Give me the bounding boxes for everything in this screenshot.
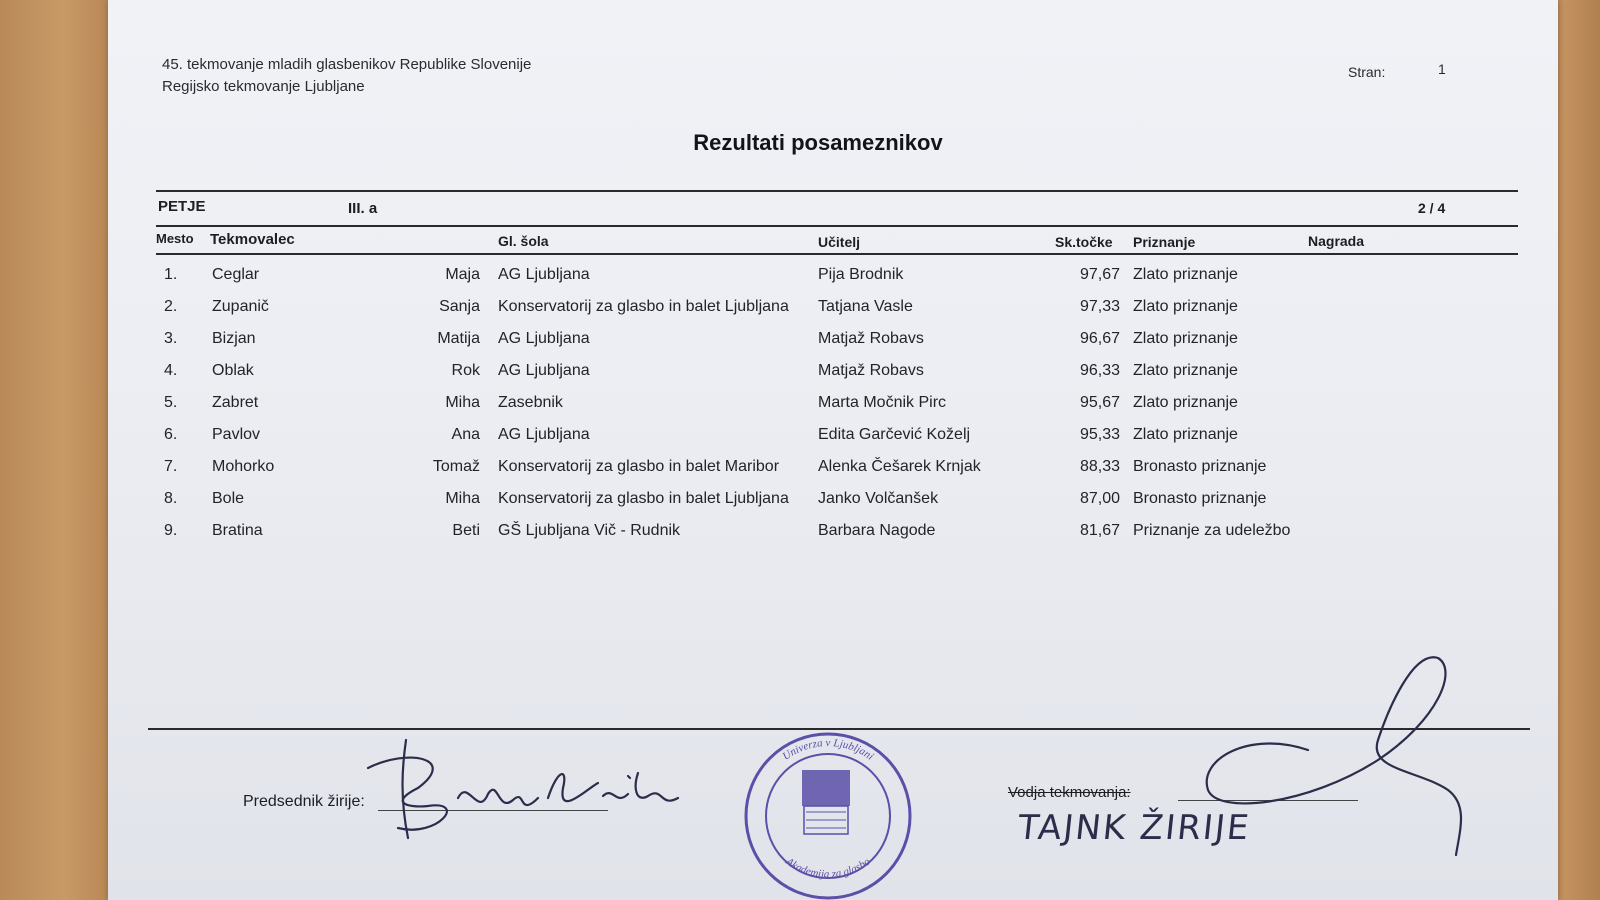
- table-row: [108, 266, 1558, 298]
- row-teacher: Alenka Češarek Krnjak: [818, 458, 981, 475]
- row-recognition: Bronasto priznanje: [1133, 458, 1267, 475]
- table-row: [108, 330, 1558, 362]
- row-recognition: Zlato priznanje: [1133, 394, 1238, 411]
- row-recognition: Zlato priznanje: [1133, 362, 1238, 379]
- row-place: 6.: [164, 426, 178, 443]
- row-surname: Pavlov: [212, 426, 261, 443]
- row-school: AG Ljubljana: [498, 330, 590, 347]
- jury-president-label: Predsednik žirije:: [243, 793, 365, 810]
- jury-president-signature: [348, 728, 768, 868]
- row-surname: Mohorko: [212, 458, 275, 475]
- col-place: Mesto: [156, 231, 194, 246]
- row-points: 96,67: [1079, 330, 1120, 347]
- discipline-label: PETJE: [158, 198, 206, 215]
- row-points: 96,33: [1079, 362, 1120, 379]
- row-points: 97,33: [1079, 298, 1120, 315]
- col-award: Nagrada: [1308, 233, 1365, 249]
- row-place: 7.: [164, 458, 178, 475]
- row-place: 3.: [164, 330, 178, 347]
- row-place: 9.: [164, 522, 178, 539]
- row-surname: Bizjan: [212, 330, 256, 347]
- row-place: 2.: [164, 298, 178, 315]
- row-points: 97,67: [1079, 266, 1120, 283]
- row-teacher: Marta Močnik Pirc: [818, 394, 947, 411]
- row-school: GŠ Ljubljana Vič - Rudnik: [498, 522, 681, 539]
- row-teacher: Barbara Nagode: [818, 522, 936, 539]
- svg-text:Univerza v Ljubljani: Univerza v Ljubljani: [780, 736, 876, 763]
- row-surname: Bratina: [212, 522, 263, 539]
- row-name: Miha: [445, 394, 480, 411]
- row-name: Miha: [445, 490, 480, 507]
- svg-text:Akademija za glasbo: Akademija za glasbo: [783, 855, 873, 881]
- table-row: [108, 490, 1558, 522]
- row-surname: Ceglar: [212, 266, 260, 283]
- row-name: Ana: [451, 426, 480, 443]
- row-teacher: Matjaž Robavs: [818, 362, 924, 379]
- col-school: Gl. šola: [498, 233, 549, 249]
- university-stamp: [738, 728, 918, 898]
- row-recognition: Zlato priznanje: [1133, 298, 1238, 315]
- table-row: [108, 394, 1558, 426]
- row-name: Maja: [445, 266, 480, 283]
- competition-region: Regijsko tekmovanje Ljubljane: [162, 78, 365, 95]
- row-teacher: Janko Volčanšek: [818, 490, 939, 507]
- col-teacher: Učitelj: [818, 234, 861, 250]
- row-points: 87,00: [1079, 490, 1120, 507]
- row-recognition: Zlato priznanje: [1133, 330, 1238, 347]
- handwritten-jury-secretary-note: TAJNK ŽIRIJE: [1015, 808, 1253, 848]
- row-teacher: Tatjana Vasle: [818, 298, 913, 315]
- secretary-signature: [1188, 650, 1488, 860]
- row-school: AG Ljubljana: [498, 266, 590, 283]
- row-name: Sanja: [439, 298, 480, 315]
- results-sheet: [108, 0, 1558, 900]
- row-recognition: Zlato priznanje: [1133, 426, 1238, 443]
- table-row: [108, 458, 1558, 490]
- row-recognition: Bronasto priznanje: [1133, 490, 1267, 507]
- row-teacher: Pija Brodnik: [818, 266, 904, 283]
- table-row: [108, 362, 1558, 394]
- table-row: [108, 298, 1558, 330]
- top-rule: [156, 190, 1518, 192]
- row-recognition: Zlato priznanje: [1133, 266, 1238, 283]
- row-name: Rok: [451, 362, 480, 379]
- col-competitor: Tekmovalec: [210, 231, 295, 248]
- row-name: Beti: [452, 522, 480, 539]
- row-name: Tomaž: [432, 458, 480, 475]
- row-name: Matija: [437, 330, 480, 347]
- row-points: 81,67: [1079, 522, 1120, 539]
- col-points: Sk.točke: [1055, 234, 1113, 250]
- page-number: 1: [1438, 61, 1446, 77]
- row-surname: Zabret: [212, 394, 259, 411]
- row-school: Zasebnik: [498, 394, 563, 411]
- table-row: [108, 522, 1558, 554]
- row-points: 88,33: [1079, 458, 1120, 475]
- row-surname: Bole: [212, 490, 245, 507]
- row-place: 1.: [164, 266, 178, 283]
- competition-title: 45. tekmovanje mladih glasbenikov Republike Slovenije: [162, 56, 532, 73]
- row-points: 95,67: [1079, 394, 1120, 411]
- competition-leader-label: Vodja tekmovanja:: [1008, 784, 1131, 801]
- row-school: AG Ljubljana: [498, 426, 590, 443]
- row-school: Konservatorij za glasbo in balet Ljubljana: [498, 490, 789, 507]
- category-rule: [156, 225, 1518, 227]
- row-points: 95,33: [1079, 426, 1120, 443]
- row-school: AG Ljubljana: [498, 362, 590, 379]
- row-place: 8.: [164, 490, 178, 507]
- row-place: 4.: [164, 362, 178, 379]
- row-school: Konservatorij za glasbo in balet Ljubljana: [498, 298, 789, 315]
- row-surname: Zupanič: [212, 298, 269, 315]
- header-rule: [156, 253, 1518, 255]
- row-recognition: Priznanje za udeležbo: [1133, 522, 1291, 539]
- page-title: Rezultati posameznikov: [693, 130, 943, 155]
- sheet-counter: 2 / 4: [1418, 200, 1446, 216]
- col-recognition: Priznanje: [1133, 234, 1196, 250]
- row-teacher: Edita Garčević Koželj: [818, 426, 971, 443]
- page-label: Stran:: [1348, 64, 1386, 80]
- row-teacher: Matjaž Robavs: [818, 330, 924, 347]
- row-surname: Oblak: [212, 362, 254, 379]
- class-label: III. a: [348, 200, 378, 217]
- table-row: [108, 426, 1558, 458]
- row-school: Konservatorij za glasbo in balet Maribor: [498, 458, 780, 475]
- row-place: 5.: [164, 394, 178, 411]
